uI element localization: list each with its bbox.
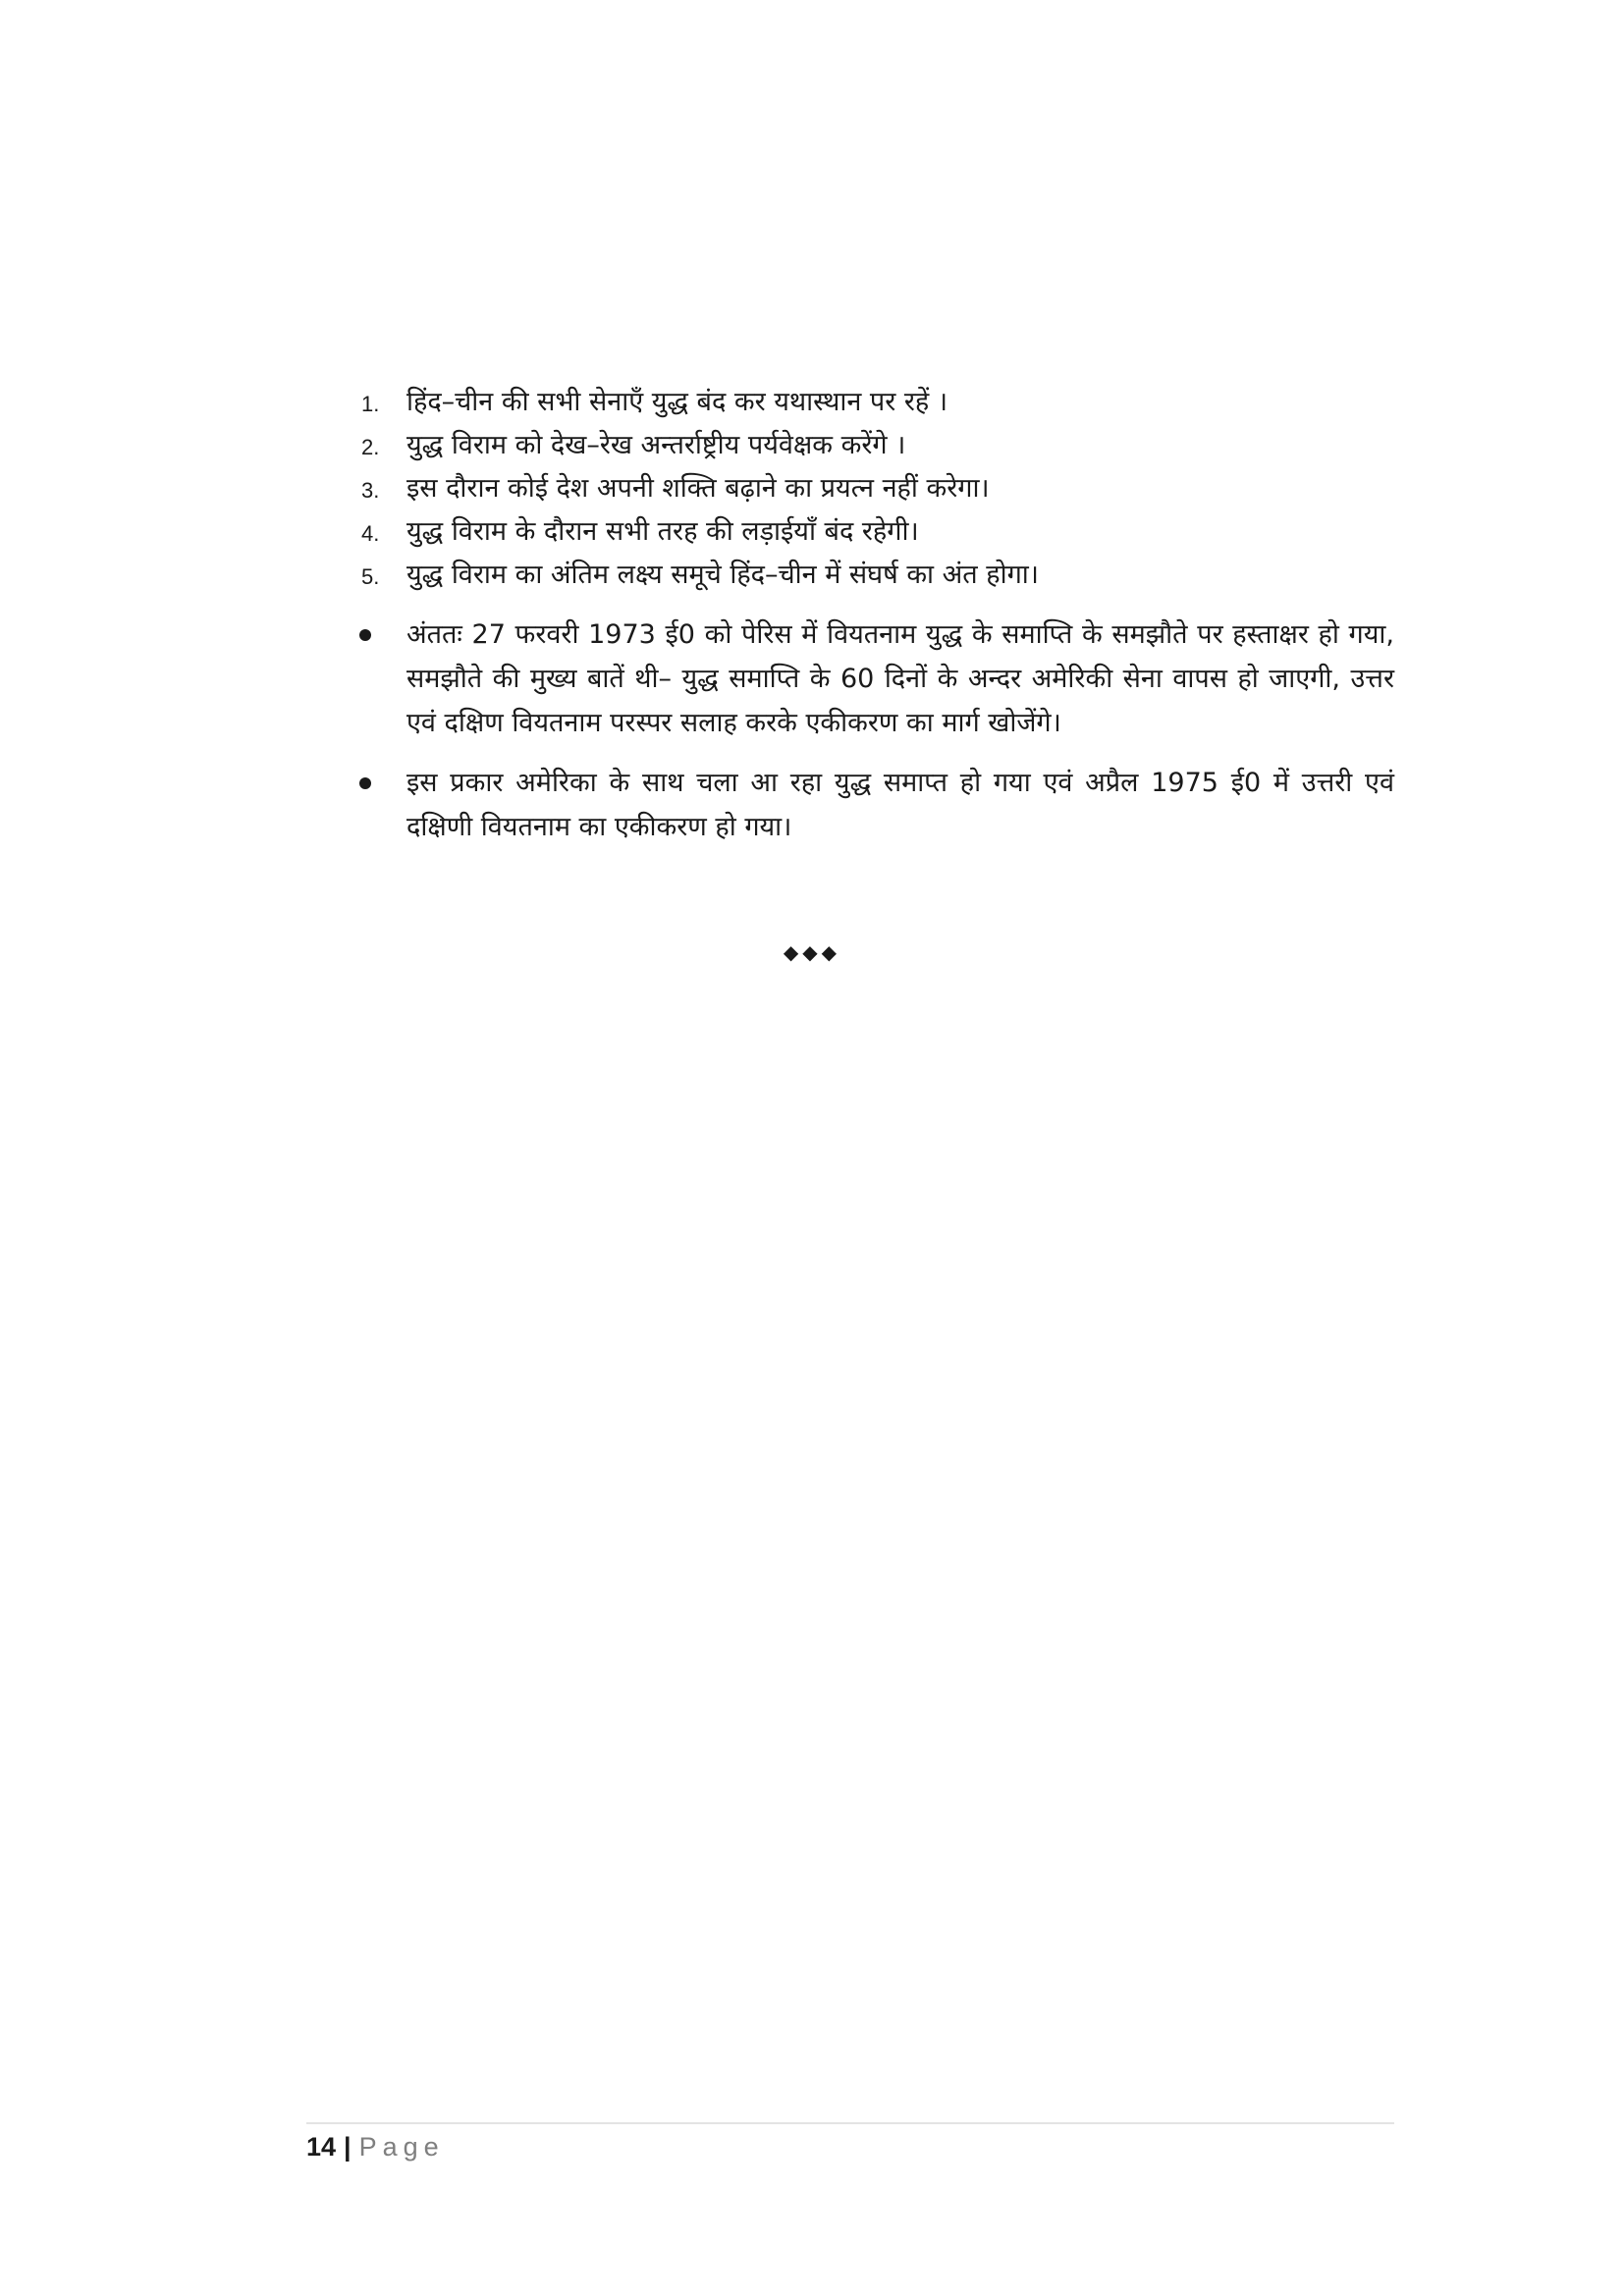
- bullet-list: [361, 613, 1394, 849]
- list-item-text: इस दौरान कोई देश अपनी शक्ति बढ़ाने का प्रयत्न नहीं करेगा।: [406, 473, 990, 504]
- list-item: [361, 554, 1394, 597]
- list-item: [361, 424, 1394, 467]
- list-item-number: 3.: [361, 478, 380, 503]
- page-number: 14: [306, 2132, 337, 2162]
- bullet-text: इस प्रकार अमेरिका के साथ चला आ रहा युद्ध समाप्त हो गया एवं अप्रैल 1975 ई0 में उत्तरी एवं दक्षिणी वियतनाम का एकीकरण हो गया।: [406, 768, 1394, 842]
- list-item-text: युद्ध विराम का अंतिम लक्ष्य समूचे हिंद–चीन में संघर्ष का अंत होगा।: [406, 560, 1039, 590]
- bullet-text: अंततः 27 फरवरी 1973 ई0 को पेरिस में वियतनाम युद्ध के समाप्ति के समझौते पर हस्ताक्षर हो गया, समझौते की मुख्य बातें थी– युद्ध समाप्ति के 60 दिनों के अन्दर अमेरिकी सेना वापस हो जाएगी, उत्तर एवं दक्षिण वियतनाम परस्पर सलाह करके एकीकरण का मार्ग खोजेंगे।: [406, 619, 1394, 738]
- page-content: [361, 381, 1394, 865]
- bullet-item: [361, 613, 1394, 745]
- list-item: [361, 510, 1394, 554]
- list-item-number: 5.: [361, 564, 380, 589]
- page-footer: [306, 2132, 445, 2163]
- page-label: Page: [358, 2132, 445, 2162]
- list-item-text: हिंद–चीन की सभी सेनाएँ युद्ध बंद कर यथास्थान पर रहें ।: [406, 387, 948, 417]
- bullet-dot-icon: [359, 629, 371, 641]
- list-item-text: युद्ध विराम को देख–रेख अन्तर्राष्ट्रीय पर्यवेक्षक करेंगे ।: [406, 430, 906, 460]
- list-item-number: 4.: [361, 521, 380, 546]
- bullet-item: [361, 761, 1394, 849]
- footer-divider: |: [344, 2132, 352, 2162]
- bullet-dot-icon: [359, 777, 371, 789]
- list-item-number: 1.: [361, 392, 380, 416]
- list-item: [361, 467, 1394, 510]
- ceasefire-terms-list: [361, 381, 1394, 597]
- section-separator: ◆◆◆: [783, 940, 841, 964]
- list-item: [361, 381, 1394, 424]
- list-item-text: युद्ध विराम के दौरान सभी तरह की लड़ाईयाँ बंद रहेगी।: [406, 516, 919, 547]
- list-item-number: 2.: [361, 435, 380, 459]
- footer-divider-line: [306, 2122, 1394, 2124]
